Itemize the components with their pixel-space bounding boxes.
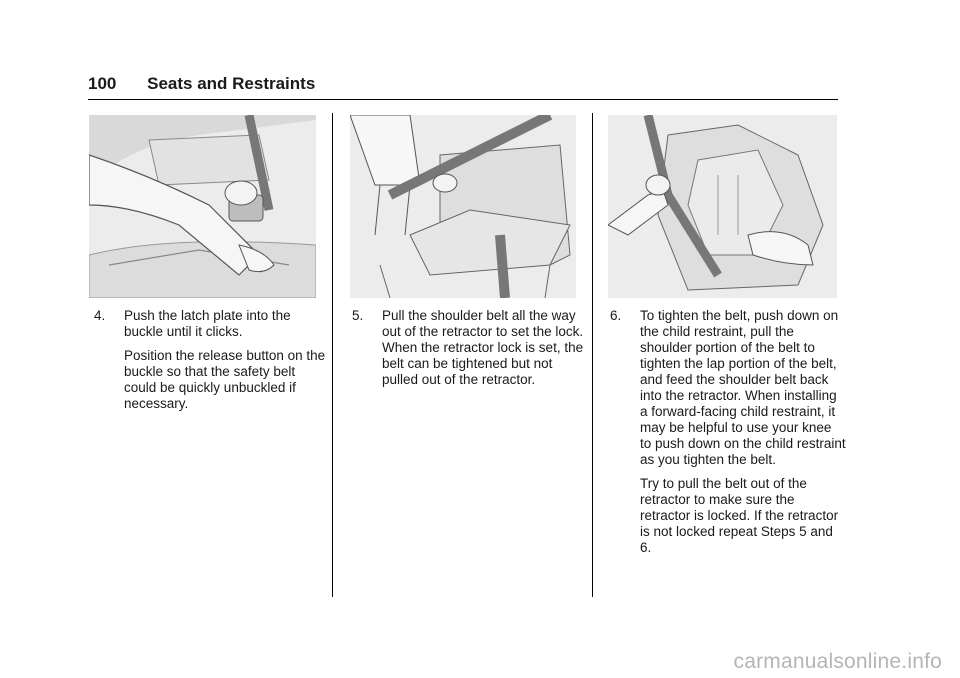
step-number: 5.	[352, 308, 364, 323]
step-6-note: Try to pull the belt out of the retractor to make sure the retractor is locked. If the retractor is not locked repeat Steps 5 and 6.	[640, 476, 839, 555]
step-number: 4.	[94, 308, 106, 323]
page-header	[88, 74, 315, 94]
column-step-5	[352, 308, 586, 388]
header-rule	[88, 99, 838, 100]
column-divider-2	[592, 113, 593, 597]
column-step-6	[610, 308, 846, 556]
column-divider-1	[332, 113, 333, 597]
step-4-note: Position the release button on the buckle so that the safety belt could be quickly unbuckled if necessary.	[124, 348, 326, 411]
step-5	[352, 308, 586, 388]
illustration-buckle-latch	[89, 115, 316, 298]
step-4	[94, 308, 326, 340]
step-text: Push the latch plate into the buckle until it clicks.	[124, 308, 291, 339]
illustration-shoulder-belt	[350, 115, 576, 298]
column-step-4	[94, 308, 326, 412]
section-title: Seats and Restraints	[147, 74, 316, 93]
page-number: 100	[88, 74, 117, 93]
step-text: To tighten the belt, push down on the child restraint, pull the shoulder portion of the belt to tighten the lap portion of the belt, and feed the shoulder belt back into the retractor. When installing a forward-facing child restraint, it may be helpful to use your knee to push down on the child restraint as you tighten the belt.	[640, 308, 846, 467]
step-6	[610, 308, 846, 468]
illustration-tighten-belt	[608, 115, 837, 298]
step-text: Pull the shoulder belt all the way out of the retractor to set the lock. When the retractor lock is set, the belt can be tightened but not pulled out of the retractor.	[382, 308, 584, 387]
watermark: carmanualsonline.info	[733, 650, 942, 673]
step-number: 6.	[610, 308, 622, 323]
